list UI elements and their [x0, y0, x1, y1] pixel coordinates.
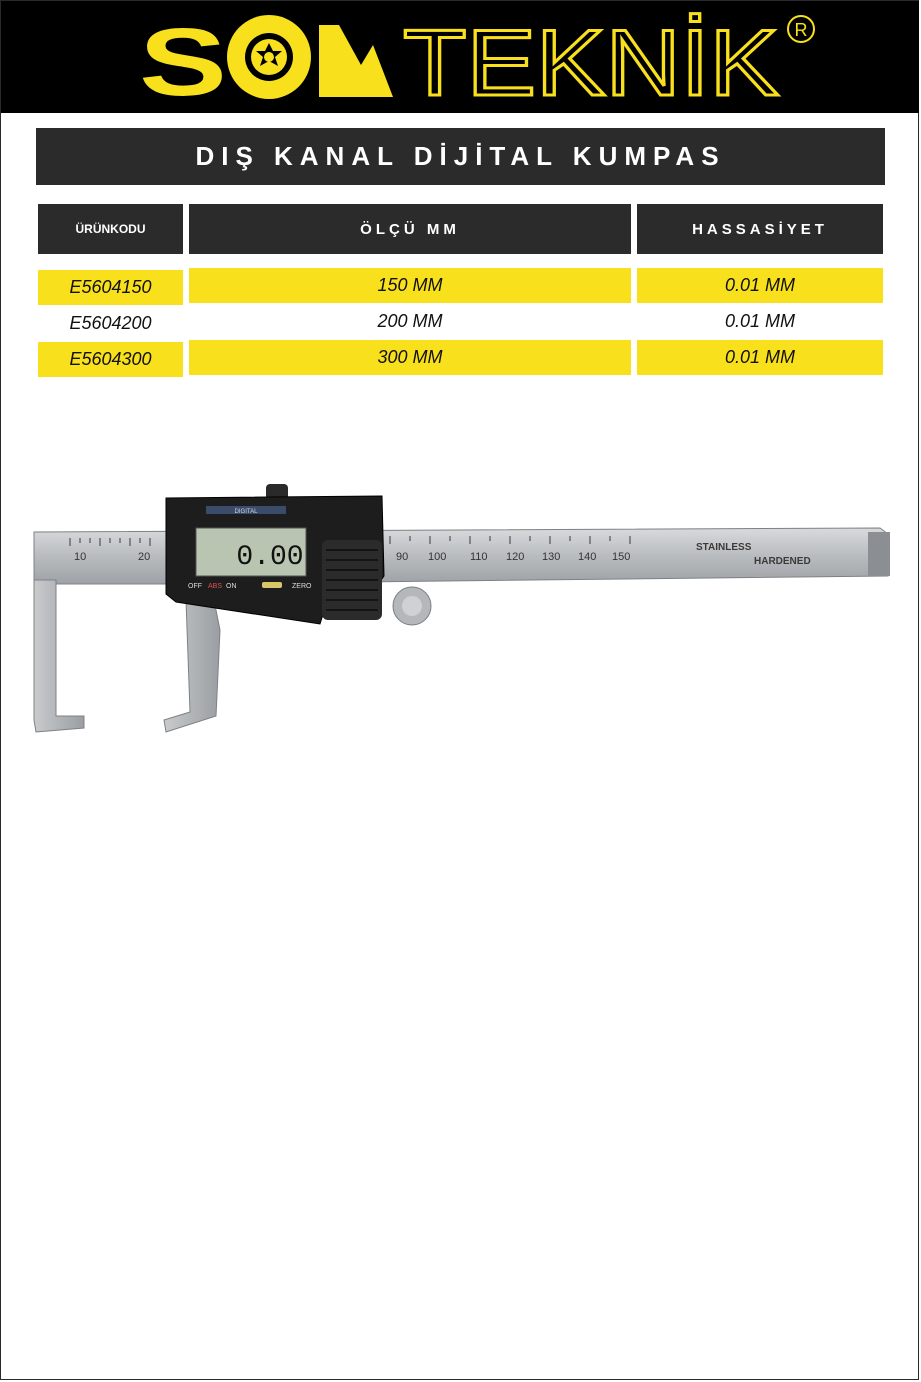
button-label-abs: ABS [208, 583, 223, 590]
row-2-size: 200 MM [377, 311, 443, 331]
brand-gear-icon [227, 15, 311, 99]
registered-icon [788, 16, 814, 42]
brand-logo-teknik: TEKNİK [403, 10, 779, 113]
title-bar [36, 128, 885, 185]
engraving-stainless: STAINLESS [696, 542, 752, 553]
button-label-off: OFF [188, 583, 202, 590]
row-2-code: E5604200 [69, 313, 152, 333]
scale-number: 140 [578, 551, 597, 563]
brand-logo-s: S [139, 9, 227, 113]
header-precision: HASSASİYET [637, 204, 883, 254]
button-label-zero: ZERO [292, 583, 312, 590]
row-3-code: E5604300 [38, 342, 183, 377]
caliper-brand-text: DIGITAL [234, 509, 258, 515]
brand-logo [1, 1, 919, 113]
scale-number: 20 [138, 551, 151, 563]
row-2-precision: 0.01 MM [724, 311, 796, 331]
scale-number: 130 [542, 551, 561, 563]
scale-number: 150 [612, 551, 631, 563]
row-3-precision: 0.01 MM [637, 340, 883, 375]
brand-header [1, 1, 919, 113]
brand-mountain-icon [319, 25, 393, 97]
svg-text:R: R [794, 20, 808, 40]
scale-number: 100 [428, 551, 447, 563]
scale-number: 110 [470, 551, 488, 563]
caliper-thumb-wheel-hub [402, 596, 422, 616]
scale-number: 120 [506, 551, 525, 563]
row-1-size: 150 MM [189, 268, 631, 303]
caliper-lcd-reading: 0.00 [236, 542, 304, 573]
caliper-moving-jaw [164, 600, 220, 732]
header-product-code: ÜRÜNKODU [38, 204, 183, 254]
engraving-hardened: HARDENED [754, 556, 811, 567]
row-3-size: 300 MM [189, 340, 631, 375]
row-1-precision: 0.01 MM [637, 268, 883, 303]
button-label-on: ON [226, 583, 237, 590]
product-image-caliper [30, 480, 892, 740]
page-title: DIŞ KANAL DİJİTAL KUMPAS [195, 141, 726, 171]
scale-number: 90 [396, 551, 409, 563]
caliper-end-cap [868, 532, 890, 576]
caliper-grip-ridges [326, 550, 378, 610]
scale-number: 10 [74, 551, 87, 563]
header-size: ÖLÇÜ MM [189, 204, 631, 254]
caliper-fixed-jaw [34, 580, 84, 732]
row-1-code: E5604150 [38, 270, 183, 305]
caliper-zero-button [262, 582, 282, 588]
